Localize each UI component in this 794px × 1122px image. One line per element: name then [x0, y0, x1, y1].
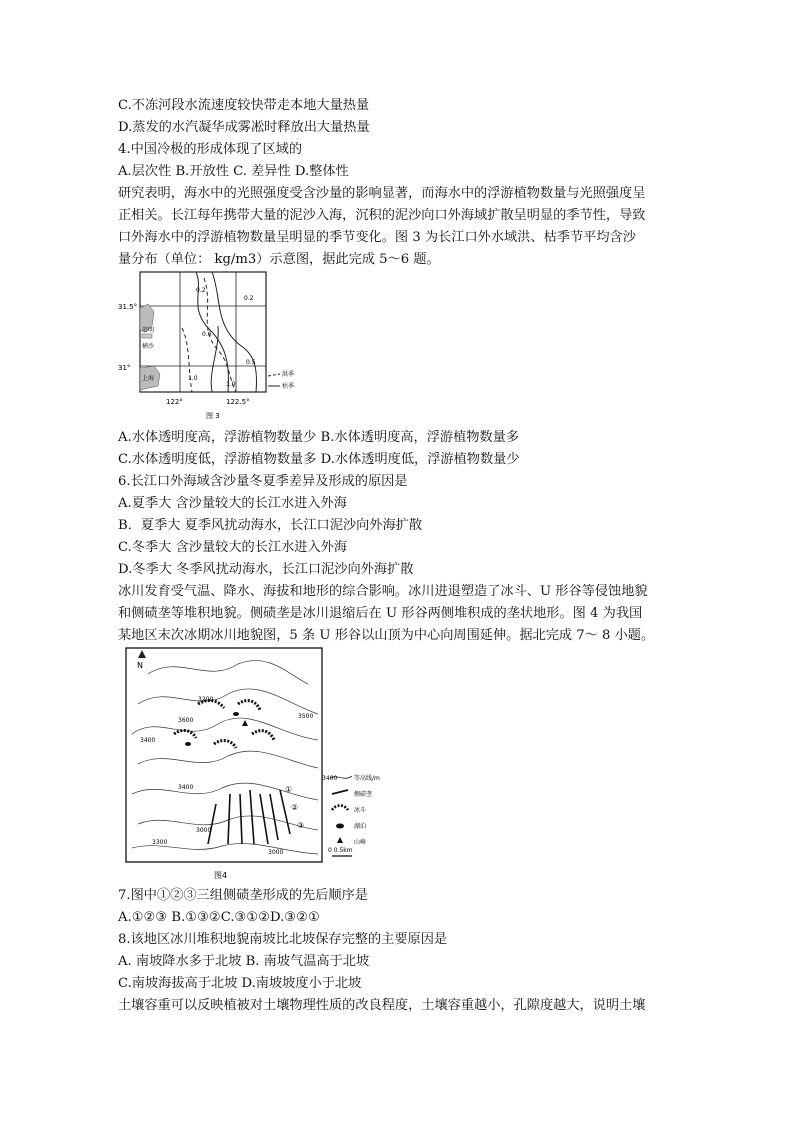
north-arrow: N — [137, 661, 143, 670]
question-8: 8.该地区冰川堆积地貌南坡比北坡保存完整的主要原因是 — [118, 932, 448, 947]
contour-label: 3000 — [196, 827, 212, 834]
passage-text: 研究表明，海水中的光照强度受含沙量的影响显著，而海水中的浮游植物数量与光照强度呈 — [118, 186, 646, 201]
contour-value: 0.2 — [244, 295, 254, 302]
question-6: 6.长江口外海域含沙量冬夏季差异及形成的原因是 — [118, 474, 408, 489]
figure-3-caption: 图 3 — [206, 412, 220, 420]
contour-value: 0.6 — [202, 331, 212, 338]
passage-text: 冰川发育受气温、降水、海拔和地形的综合影响。冰川进退塑造了冰斗、U 形谷等侵蚀地貌 — [118, 584, 648, 599]
contour-value: 0.5 — [246, 359, 256, 366]
question-4-options: A.层次性 B.开放性 C. 差异性 D.整体性 — [118, 164, 349, 179]
question-8-options: C.南坡海拔高于北坡 D.南坡坡度小于北坡 — [118, 976, 362, 991]
legend-cirque: 冰斗 — [354, 807, 367, 814]
contour-value: 0.2 — [196, 287, 206, 294]
text-line: C.不冻河段水流速度较快带走本地大量热量 — [118, 98, 370, 113]
legend-lake: 湖泊 — [354, 823, 367, 830]
marker-2: ② — [291, 803, 299, 812]
legend-peak: 山峰 — [354, 839, 367, 846]
contour-label: 3400 — [140, 737, 156, 744]
contour-value: 1.0 — [226, 381, 236, 388]
place-label: 上海 — [142, 375, 155, 382]
marker-1: ① — [285, 785, 293, 794]
legend-moraine: 侧碛垄 — [354, 791, 373, 798]
passage-text: 某地区末次冰期冰川地貌图，5 条 U 形谷以山顶为中心向周围延伸。据北完成 7～ 8 小题。 — [118, 628, 655, 643]
question-4: 4.中国冷极的形成体现了区域的 — [118, 142, 303, 157]
legend-contour: 等高线/m — [354, 775, 380, 782]
passage-text: 土壤容重可以反映植被对土壤物理性质的改良程度，土壤容重越小，孔隙度越大，说明土壤 — [118, 998, 646, 1013]
question-5-options: C.水体透明度低，浮游植物数量多 D.水体透明度低，浮游植物数量少 — [118, 452, 520, 467]
figure-4-legend — [322, 774, 380, 856]
question-8-options: A. 南坡降水多于北坡 B. 南坡气温高于北坡 — [118, 954, 370, 969]
latitude-label: 31.5° — [118, 303, 138, 311]
place-label: 横沙 — [142, 343, 155, 350]
question-6-option-c: C.冬季大 含沙量较大的长江水进入外海 — [118, 540, 348, 555]
marker-3: ③ — [297, 821, 305, 830]
question-6-option-b: B．夏季大 夏季风扰动海水，长江口泥沙向外海扩散 — [118, 518, 423, 533]
passage-text: 量分布（单位： kg/m3）示意图，据此完成 5～6 题。 — [118, 252, 440, 267]
place-label: 崇明 — [142, 327, 155, 334]
passage-text: 和侧碛垄等堆积地貌。侧碛垄是冰川退缩后在 U 形谷两侧堆积成的垄状地形。图 4 为我国 — [118, 606, 643, 621]
question-7-options: A.①②③ B.①③②C.③①②D.③②① — [118, 910, 320, 925]
contour-label: 3300 — [152, 839, 168, 846]
contour-label: 3600 — [178, 717, 194, 724]
passage-text: 口外海水中的浮游植物数量呈明显的季节变化。图 3 为长江口外水域洪、枯季节平均含沙 — [118, 230, 636, 245]
text-line: D.蒸发的水汽凝华成雾凇时释放出大量热量 — [118, 120, 370, 135]
legend-contour-value: 3400 — [322, 775, 338, 782]
contour-value: 1.0 — [188, 375, 198, 382]
scale-bar: 0 0.5km — [328, 847, 353, 854]
figure-3-map — [118, 268, 318, 424]
contour-label: 3500 — [298, 713, 314, 720]
figure-4-caption: 图4 — [214, 871, 228, 880]
contour-label: 3400 — [178, 784, 194, 791]
legend-dry-season: 枯季 — [282, 383, 295, 390]
question-5-options: A.水体透明度高，浮游植物数量少 B.水体透明度高，浮游植物数量多 — [118, 430, 520, 445]
longitude-label: 122.5° — [226, 398, 250, 406]
latitude-label: 31° — [118, 364, 131, 372]
figure-4-map — [118, 644, 398, 884]
contour-label: 3200 — [198, 696, 214, 703]
question-6-option-d: D.冬季大 冬季风扰动海水，长江口泥沙向外海扩散 — [118, 562, 414, 577]
passage-text: 正相关。长江每年携带大量的泥沙入海，沉积的泥沙向口外海域扩散呈明显的季节性，导致 — [118, 208, 646, 223]
contour-label: 3000 — [268, 849, 284, 856]
longitude-label: 122° — [166, 398, 183, 406]
question-7: 7.图中①②③三组侧碛垄形成的先后顺序是 — [118, 888, 368, 903]
question-6-option-a: A.夏季大 含沙量较大的长江水进入外海 — [118, 496, 347, 511]
legend-flood-season: 洪季 — [282, 371, 295, 378]
